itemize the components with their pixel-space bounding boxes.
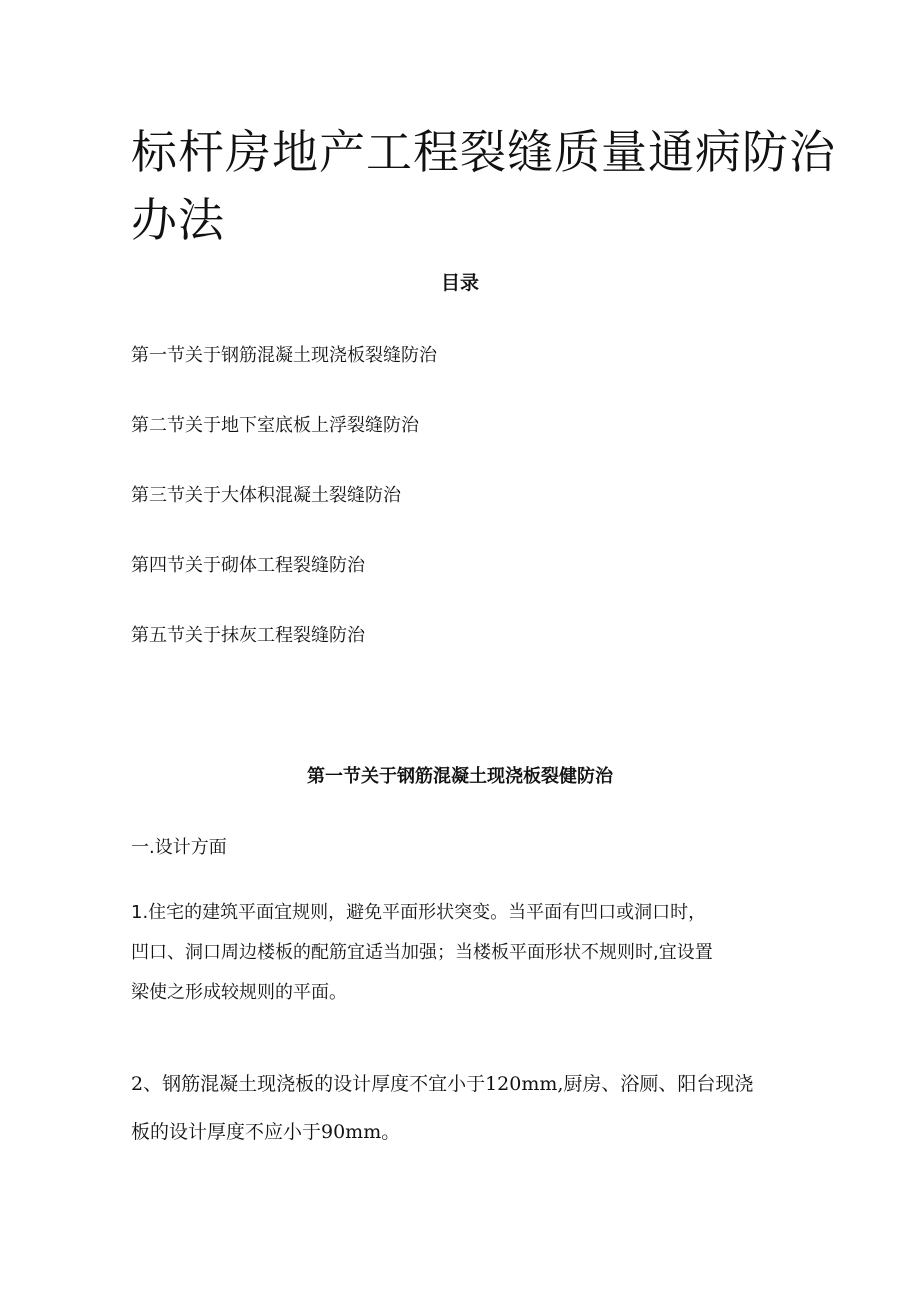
paragraph-2-line-1: 2、钢筋混凝土现浇板的设计厚度不宜小于120mm,厨房、浴厕、阳台现浇 bbox=[131, 1073, 754, 1095]
document-title bbox=[131, 118, 836, 254]
paragraph-1-line-1: 1.住宅的建筑平面宜规则，避免平面形状突变。当平面有凹口或洞口时， bbox=[131, 902, 707, 923]
toc-item-1: 第一节关于钢筋混凝土现浇板裂缝防治 bbox=[131, 345, 437, 366]
toc-item-2: 第二节关于地下室底板上浮裂缝防治 bbox=[131, 415, 419, 436]
paragraph-2 bbox=[131, 1060, 791, 1156]
paragraph-2-line-2: 板的设计厚度不应小于90mm。 bbox=[131, 1121, 401, 1143]
paragraph-1-line-3: 梁使之形成较规则的平面。 bbox=[131, 982, 347, 1003]
toc-item-4: 第四节关于砌体工程裂缝防治 bbox=[131, 555, 365, 576]
title-line-2: 办法 bbox=[131, 193, 225, 247]
toc-item-3: 第三节关于大体积混凝土裂缝防治 bbox=[131, 485, 401, 506]
subheading-design: 一.设计方面 bbox=[131, 837, 227, 858]
paragraph-1 bbox=[131, 893, 791, 1013]
toc-heading: 目录 bbox=[440, 272, 479, 294]
section-heading: 第一节关于钢筋混凝土现浇板裂健防治 bbox=[307, 766, 613, 787]
title-line-1: 标杆房地产工程裂缝质量通病防治 bbox=[131, 125, 836, 179]
paragraph-1-line-2: 凹口、洞口周边楼板的配筋宜适当加强；当楼板平面形状不规则时,宜设置 bbox=[131, 942, 713, 963]
toc-item-5: 第五节关于抹灰工程裂缝防治 bbox=[131, 625, 365, 646]
